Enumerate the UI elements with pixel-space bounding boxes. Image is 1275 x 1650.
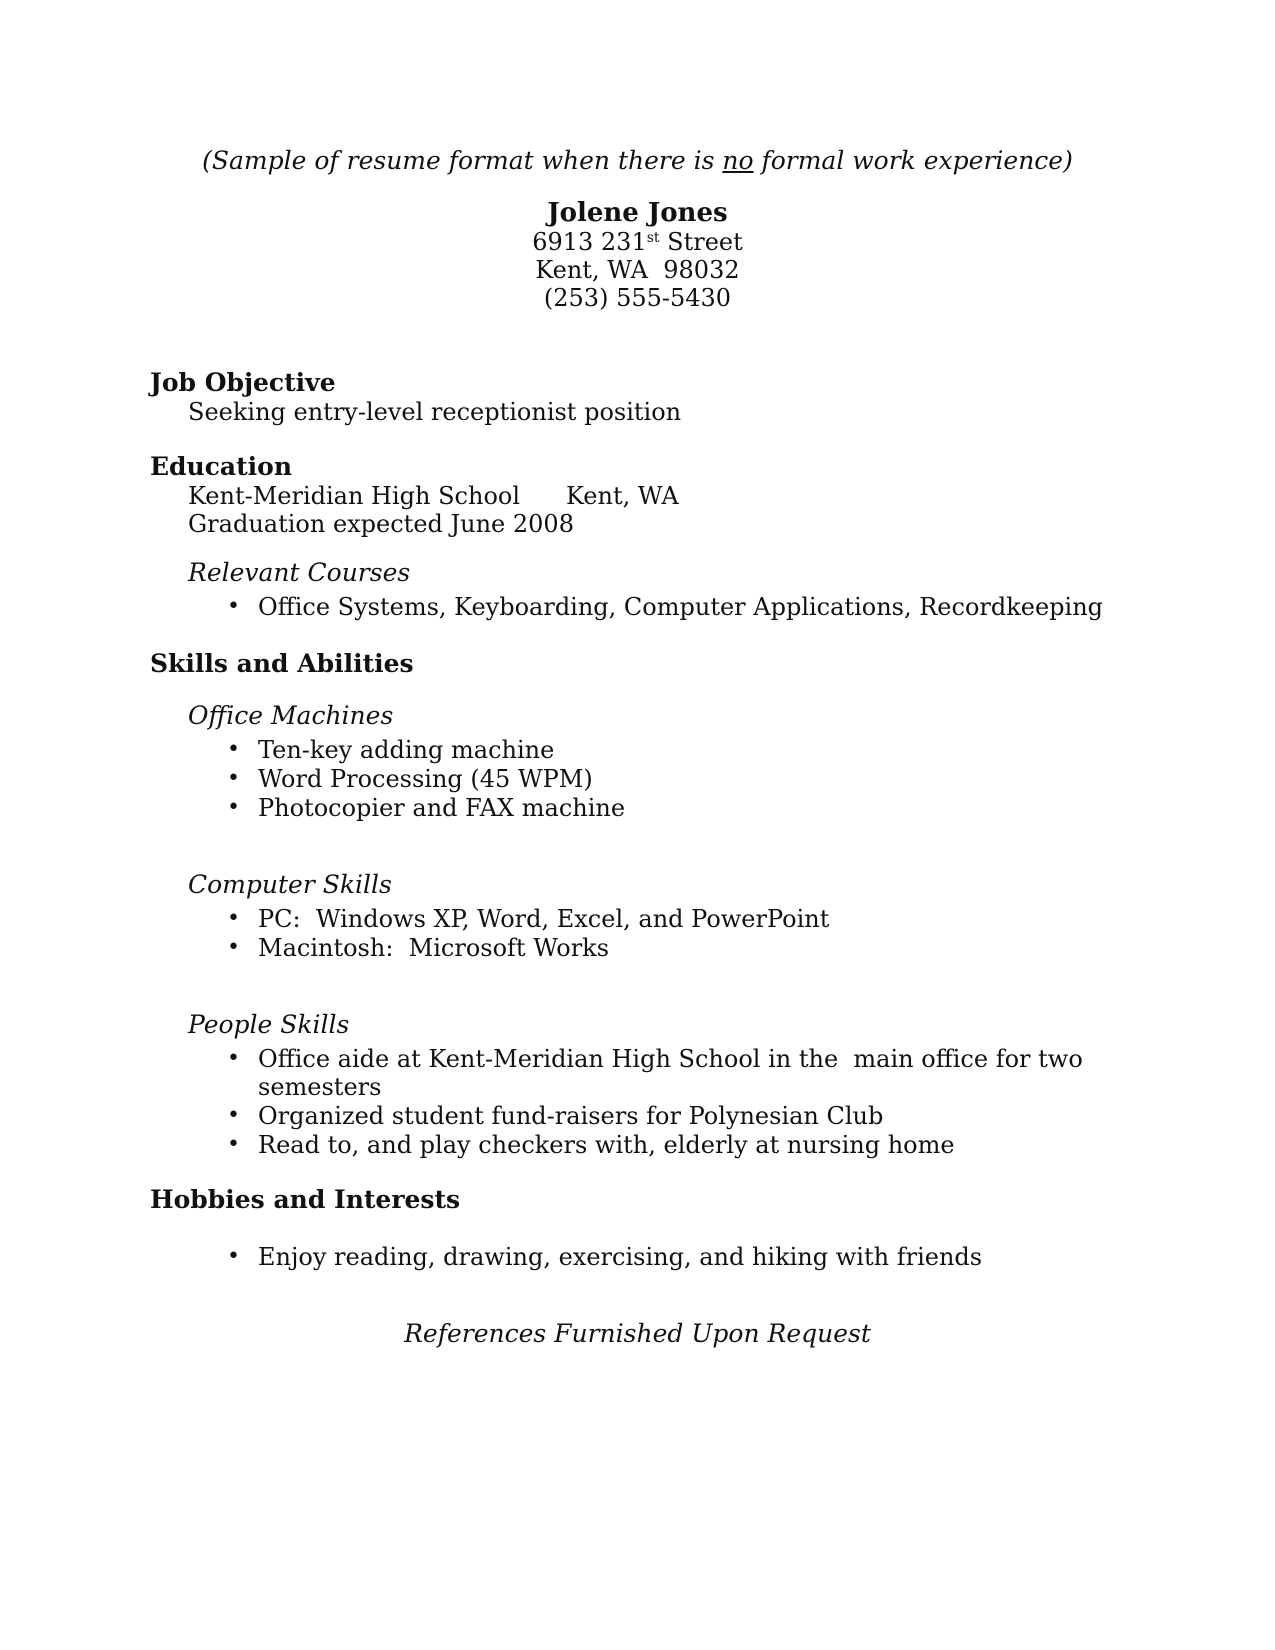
sample-note	[150, 146, 1125, 176]
person-name: Jolene Jones	[547, 198, 728, 228]
street-address	[150, 228, 1125, 256]
school-location: Kent, WA	[566, 482, 679, 510]
city-state-zip: Kent, WA 98032	[535, 256, 740, 284]
computer-skills-list	[150, 905, 1125, 962]
job-objective-heading: Job Objective	[150, 368, 336, 397]
list-item: • Word Processing (45 WPM)	[225, 765, 1125, 793]
section-hobbies	[150, 1185, 1125, 1271]
office-machines-list	[150, 736, 1125, 822]
section-skills	[150, 649, 1125, 1159]
education-heading: Education	[150, 452, 293, 481]
list-item: • Ten-key adding machine	[225, 736, 1125, 764]
job-objective-body: Seeking entry-level receptionist position	[188, 398, 682, 426]
school-line	[188, 482, 1125, 510]
list-item: • PC: Windows XP, Word, Excel, and PowerPoint	[225, 905, 1125, 933]
list-item: • Read to, and play checkers with, elderly at nursing home	[225, 1131, 1125, 1159]
hobbies-heading: Hobbies and Interests	[150, 1185, 461, 1214]
skills-heading: Skills and Abilities	[150, 649, 414, 678]
list-item: • Enjoy reading, drawing, exercising, and hiking with friends	[225, 1243, 1125, 1271]
references-note: References Furnished Upon Request	[404, 1319, 871, 1348]
people-skills-list	[150, 1045, 1125, 1159]
list-item: • Office Systems, Keyboarding, Computer Applications, Recordkeeping	[225, 593, 1125, 621]
relevant-courses-heading: Relevant Courses	[188, 558, 411, 587]
section-education	[150, 452, 1125, 621]
sample-note-post: formal work experience)	[753, 146, 1073, 175]
street-address-number: 6913 231	[532, 228, 647, 256]
ordinal-suffix: st	[646, 230, 660, 246]
phone-number: (253) 555-5430	[543, 284, 732, 312]
school-name: Kent-Meridian High School	[188, 482, 521, 510]
graduation-line: Graduation expected June 2008	[188, 510, 574, 538]
sample-note-pre: (Sample of resume format when there is	[202, 146, 723, 175]
hobbies-list	[150, 1243, 1125, 1271]
list-item: • Office aide at Kent-Meridian High School in the main office for two semesters	[225, 1045, 1125, 1101]
office-machines-heading: Office Machines	[188, 701, 394, 730]
list-item: • Macintosh: Microsoft Works	[225, 934, 1125, 962]
section-job-objective	[150, 368, 1125, 426]
street-address-name: Street	[659, 228, 743, 256]
relevant-courses-list	[150, 593, 1125, 621]
contact-header	[150, 198, 1125, 312]
sample-note-underlined: no	[722, 146, 754, 175]
list-item: • Organized student fund-raisers for Polynesian Club	[225, 1102, 1125, 1130]
computer-skills-heading: Computer Skills	[188, 870, 392, 899]
people-skills-heading: People Skills	[188, 1010, 350, 1039]
list-item: • Photocopier and FAX machine	[225, 794, 1125, 822]
